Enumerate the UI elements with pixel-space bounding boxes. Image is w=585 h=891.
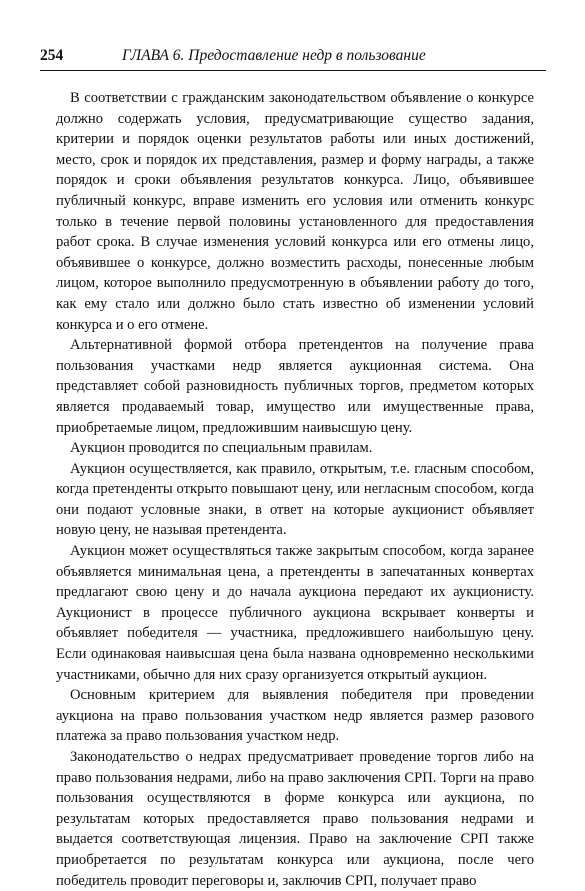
paragraph-closed-auction: Аукцион может осуществляться также закрытым способом, когда заранее объявляется минимальная цена, а претенденты в запечатанных конвертах предлагают свою цену и до начала аукциона передают их аукционисту. Аукционист в процессе публичного аукциона вскрывает конверты и объявляет победителя — участника, предложившего наибольшую цену. Если одинаковая наивысшая цена была названа одновременно несколькими участниками, обычно для них сразу организуется открытый аукцион. <box>56 543 534 683</box>
page-number: 254 <box>40 47 64 64</box>
body-text <box>56 88 534 891</box>
paragraph-winner-criterion: Основным критерием для выявления победителя при проведении аукциона на право пользования участком недр является размер разового платежа за право пользования участком недр. <box>56 687 534 745</box>
chapter-running-title: ГЛАВА 6. Предоставление недр в пользование <box>122 47 426 64</box>
running-head <box>40 46 546 71</box>
paragraph-contest-conditions: В соответствии с гражданским законодательством объявление о конкурсе должно содержать условия, предусматривающие существо задания, критерии и порядок оценки результатов работы или иных достижений, место, срок и порядок их представления, размер и форму награды, а также порядок и сроки объявления результатов конкурса. Лицо, объявившее публичный конкурс, вправе изменить его условия или отменить конкурс только в течение первой половины установленного для предоставления работ срока. В случае изменения условий конкурса или его отмены лицо, объявившее о конкурсе, должно возместить расходы, понесенные любым лицом, которое выполнило предусмотренную в объявлении работу до того, как ему стало или должно было стать известно об изменении условий конкурса и о его отмене. <box>56 90 534 333</box>
paragraph-open-auction: Аукцион осуществляется, как правило, открытым, т.е. гласным способом, когда претенденты открыто повышают цену, или негласным способом, когда они подают условные знаки, в ответ на которые аукционист объявляет новую цену, не называя претендента. <box>56 460 534 539</box>
paragraph-subsoil-legislation: Законодательство о недрах предусматривает проведение торгов либо на право пользования недрами, либо на право заключения СРП. Торги на право пользования осуществляются в форме конкурса или аукциона, по результатам которых предоставляется право пользования недрами и выдается соответствующая лицензия. Право на заключение СРП также приобретается по результатам конкурса или аукциона, после чего победитель проводит переговоры и, заключив СРП, получает право <box>56 749 534 889</box>
paragraph-auction-system: Альтернативной формой отбора претендентов на получение права пользования участками недр является аукционная система. Она представляет собой разновидность публичных торгов, предметом которых является продаваемый товар, имущество или имущественные права, приобретаемые лицом, предложившим наивысшую цену. <box>56 337 534 436</box>
paragraph-auction-rules: Аукцион проводится по специальным правилам. <box>70 440 373 457</box>
